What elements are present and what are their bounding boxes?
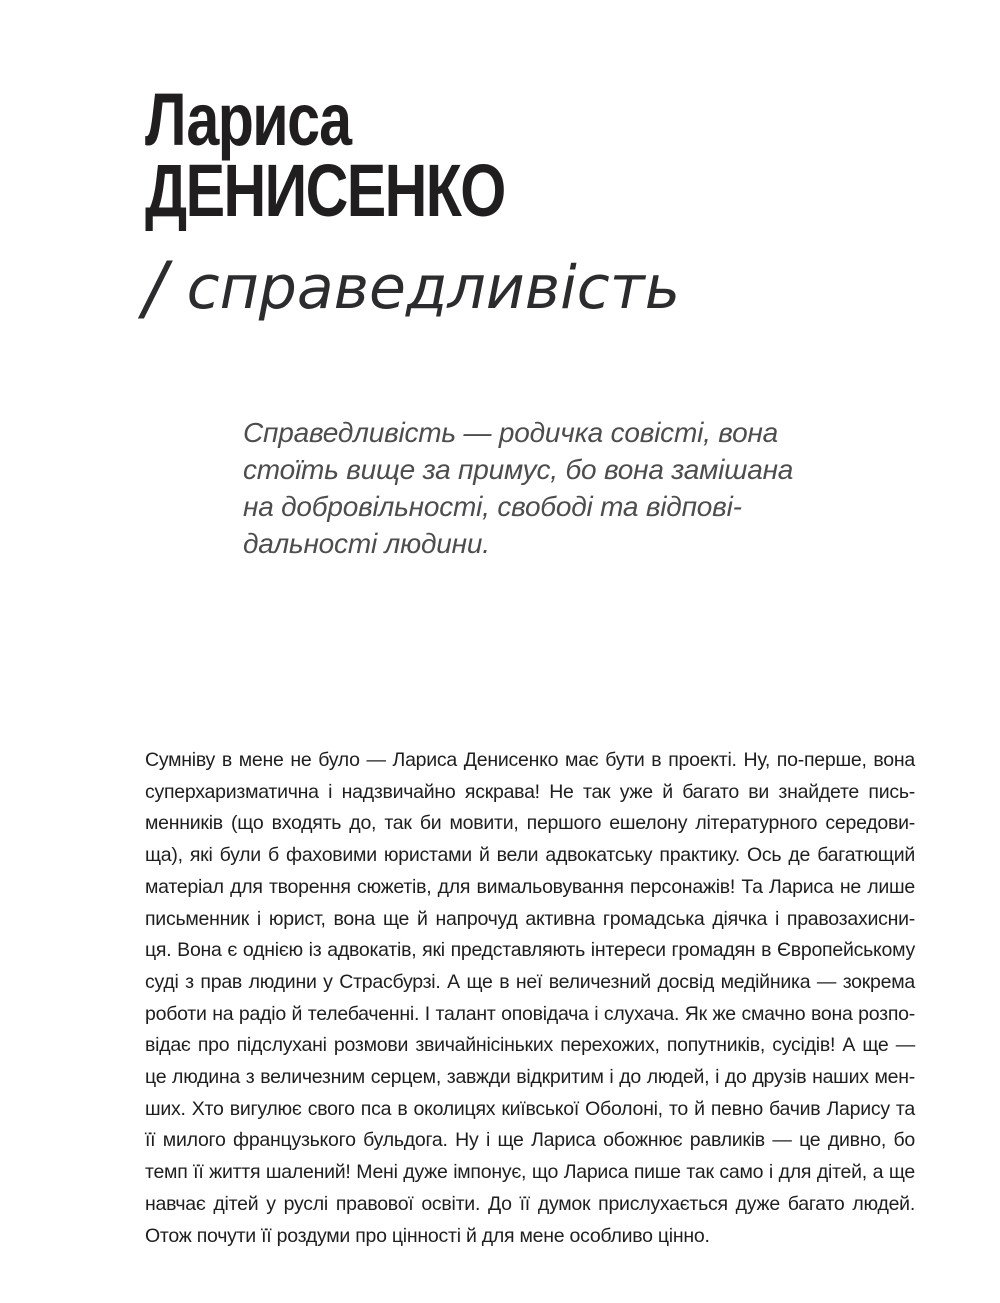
body-line: роботи на радіо й телебаченні. І талант оповідача і слухача. Як же смачно вона розпо- bbox=[145, 1002, 915, 1025]
body-paragraph bbox=[145, 745, 915, 1252]
body-line: письменник і юрист, вона ще й напрочуд активна громадська діячка і правозахисни- bbox=[145, 907, 915, 930]
body-line: її милого французького бульдога. Ну і ще Лариса обожнює равликів — це дивно, бо bbox=[145, 1129, 915, 1152]
epigraph-line: на добровільності, свободі та відпові- bbox=[243, 491, 742, 522]
epigraph-line: дальності людини. bbox=[243, 528, 490, 559]
body-line: ших. Хто вигулює свого пса в околицях київської Оболоні, то й певно бачив Ларису та bbox=[145, 1097, 915, 1120]
body-line: суперхаризматична і надзвичайно яскрава! Не так уже й багато ви знайдете пись- bbox=[145, 780, 915, 803]
body-line: суді з прав людини у Страсбурзі. А ще в неї величезний досвід медійника — зокрема bbox=[145, 970, 915, 993]
epigraph-line: Справедливість — родичка совісті, вона bbox=[243, 417, 779, 448]
author-first-name: Лариса bbox=[145, 78, 351, 161]
author-name bbox=[145, 78, 505, 232]
body-line: ця. Вона є однією із адвокатів, які представляють інтереси громадян в Європейському bbox=[145, 939, 915, 962]
body-line: темп її життя шалений! Мені дуже імпонує, що Лариса пише так само і для дітей, а ще bbox=[145, 1161, 915, 1184]
body-line: це людина з величезним серцем, завжди відкритим і до людей, і до друзів наших мен- bbox=[145, 1066, 915, 1089]
body-line: Отож почути її роздуми про цінності й для мене особливо цінно. bbox=[145, 1224, 710, 1247]
body-line: Сумніву в мене не було — Лариса Денисенко має бути в проекті. Ну, по-перше, вона bbox=[145, 749, 915, 771]
author-last-name: ДЕНИСЕНКО bbox=[145, 149, 505, 232]
body-line: менників (що входять до, так би мовити, першого ешелону літературного середови- bbox=[145, 812, 915, 835]
chapter-heading bbox=[143, 243, 680, 333]
body-line: матеріал для творення сюжетів, для вимальовування персонажів! Та Лариса не лише bbox=[145, 875, 915, 898]
epigraph-line: стоїть вище за примус, бо вона замішана bbox=[243, 454, 794, 485]
chapter-title: справедливість bbox=[186, 253, 681, 323]
body-line: відає про підслухані розмови звичайнісіньких перехожих, попутників, сусідів! А ще — bbox=[145, 1034, 915, 1057]
epigraph-quote bbox=[243, 414, 823, 562]
slash-mark: / bbox=[143, 247, 167, 329]
body-line: ща), які були б фаховими юристами й вели адвокатську практику. Ось де багатющий bbox=[145, 844, 915, 867]
body-line: навчає дітей у руслі правової освіти. До її думок прислухається дуже багато людей. bbox=[145, 1192, 915, 1215]
